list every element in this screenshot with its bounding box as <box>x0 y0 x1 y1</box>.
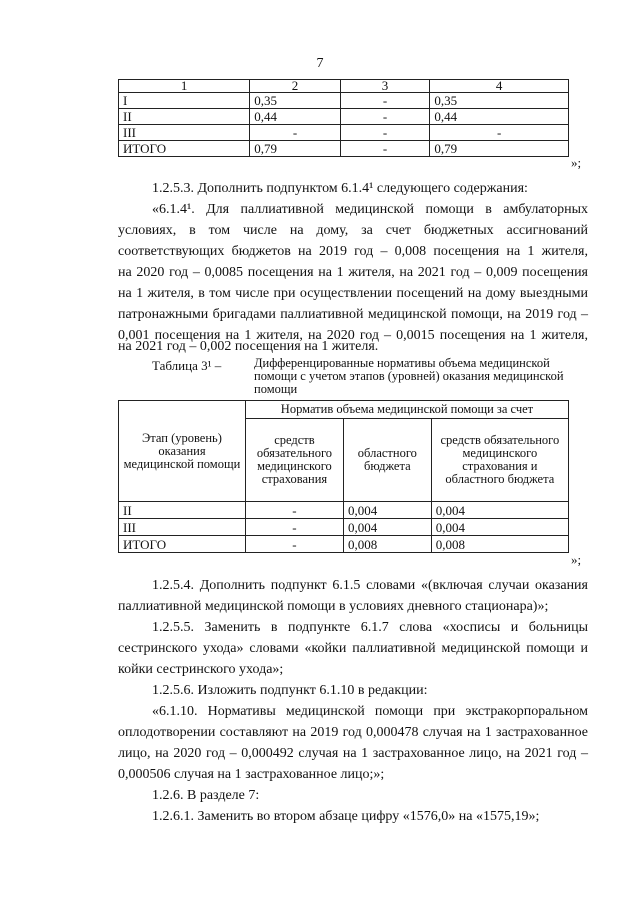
table-cell: 0,004 <box>431 502 568 519</box>
paragraph-line: лицо, на 2020 год – 0,000492 случая на 1 застрахованное лицо, на 2021 год – <box>118 746 588 761</box>
table-cell: 0,79 <box>250 141 340 157</box>
header-cell: 4 <box>430 80 569 93</box>
subheader-oms-and-budget: средств обязательного медицинского страхования и областного бюджета <box>431 419 568 502</box>
header-cell: 3 <box>340 80 430 93</box>
table-cell: III <box>119 519 246 536</box>
table-row <box>119 125 569 141</box>
table-row <box>119 93 569 109</box>
table-cell: 0,35 <box>250 93 340 109</box>
table-cell: III <box>119 125 250 141</box>
table-cell: - <box>430 125 569 141</box>
table-cell: - <box>340 125 430 141</box>
paragraph-line: сестринского ухода» словами «койки паллиативной медицинской помощи и <box>118 641 588 656</box>
table-caption-text: Дифференцированные нормативы объема медицинской помощи с учетом этапов (уровней) оказания медицинской помощи <box>254 356 564 396</box>
paragraph-line: 0,000506 случая на 1 застрахованное лицо;»; <box>118 767 385 782</box>
header-cell: 1 <box>119 80 250 93</box>
stage-column-header: Этап (уровень) оказания медицинской помощи <box>119 401 246 502</box>
paragraph-line: на 1 жителя, в том числе при осуществлении посещений на дому выездными <box>118 286 588 301</box>
table-row <box>119 502 569 519</box>
paragraph-line: условиях, в том числе на дому, за счет бюджетных ассигнований <box>118 223 588 238</box>
table-cell: I <box>119 93 250 109</box>
table-row <box>119 141 569 157</box>
closing-quote: »; <box>571 552 582 567</box>
table-cell: - <box>250 125 340 141</box>
page-number: 7 <box>316 56 324 71</box>
normatives-table <box>118 400 569 553</box>
table-row <box>119 519 569 536</box>
table-cell: II <box>119 109 250 125</box>
table-cell: 0,004 <box>343 502 431 519</box>
paragraph-line: 0,001 посещения на 1 жителя, на 2020 год – 0,0015 посещения на 1 жителя, <box>118 328 588 343</box>
table-row <box>119 536 569 553</box>
paragraph-line: «6.1.4¹. Для паллиативной медицинской помощи в амбулаторных <box>152 202 588 217</box>
paragraph-1-2-5-5: 1.2.5.5. Заменить в подпункте 6.1.7 слова «хосписы и больницы <box>152 620 588 635</box>
table-cell: - <box>245 536 343 553</box>
table-header-row <box>119 80 569 93</box>
table-cell: 0,008 <box>343 536 431 553</box>
table-cell: - <box>245 519 343 536</box>
table-cell: - <box>340 109 430 125</box>
table-cell: - <box>340 141 430 157</box>
paragraph-line: на 2020 год – 0,0085 посещения на 1 жителя, на 2021 год – 0,009 посещения <box>118 265 588 280</box>
header-cell: 2 <box>250 80 340 93</box>
paragraph-1-2-5-6: 1.2.5.6. Изложить подпункт 6.1.10 в редакции: <box>152 683 428 698</box>
paragraph-1-2-6: 1.2.6. В разделе 7: <box>152 788 260 803</box>
paragraph-1-2-5-4: 1.2.5.4. Дополнить подпункт 6.1.5 словами «(включая случаи оказания <box>152 578 588 593</box>
paragraph-line: койки сестринского ухода»; <box>118 662 284 677</box>
paragraph-1-2-5-3: 1.2.5.3. Дополнить подпунктом 6.1.4¹ следующего содержания: <box>152 181 528 196</box>
table-cell: 0,004 <box>343 519 431 536</box>
paragraph-line: оплодотворении составляют на 2019 год 0,000478 случая на 1 застрахованное <box>118 725 588 740</box>
table-cell: 0,35 <box>430 93 569 109</box>
table-continuation <box>118 79 569 157</box>
closing-quote: »; <box>571 155 582 170</box>
group-column-header: Норматив объема медицинской помощи за счет <box>245 401 568 419</box>
table-caption-label: Таблица 3¹ – <box>152 358 222 373</box>
paragraph-line-last: на 2021 год – 0,002 посещения на 1 жителя. <box>118 339 379 354</box>
paragraph-line: соответствующих бюджетов на 2019 год – 0,008 посещения на 1 жителя, <box>118 244 588 259</box>
table-row <box>119 109 569 125</box>
table-cell: 0,79 <box>430 141 569 157</box>
table-cell: 0,004 <box>431 519 568 536</box>
paragraph-line: паллиативной медицинской помощи в условиях дневного стационара)»; <box>118 599 549 614</box>
table-cell: - <box>245 502 343 519</box>
table-cell: 0,44 <box>430 109 569 125</box>
paragraph-line: патронажными бригадами паллиативной медицинской помощи, на 2019 год – <box>118 307 588 322</box>
table-header-row <box>119 401 569 419</box>
paragraph-1-2-6-1: 1.2.6.1. Заменить во втором абзаце цифру «1576,0» на «1575,19»; <box>152 809 540 824</box>
table-cell: 0,44 <box>250 109 340 125</box>
table-cell: - <box>340 93 430 109</box>
subheader-oms: средств обязательного медицинского страхования <box>245 419 343 502</box>
table-cell: ИТОГО <box>119 536 246 553</box>
table-cell: ИТОГО <box>119 141 250 157</box>
table-cell: 0,008 <box>431 536 568 553</box>
subheader-regional-budget: областного бюджета <box>343 419 431 502</box>
table-cell: II <box>119 502 246 519</box>
paragraph-6-1-10: «6.1.10. Нормативы медицинской помощи при экстракорпоральном <box>152 704 588 719</box>
